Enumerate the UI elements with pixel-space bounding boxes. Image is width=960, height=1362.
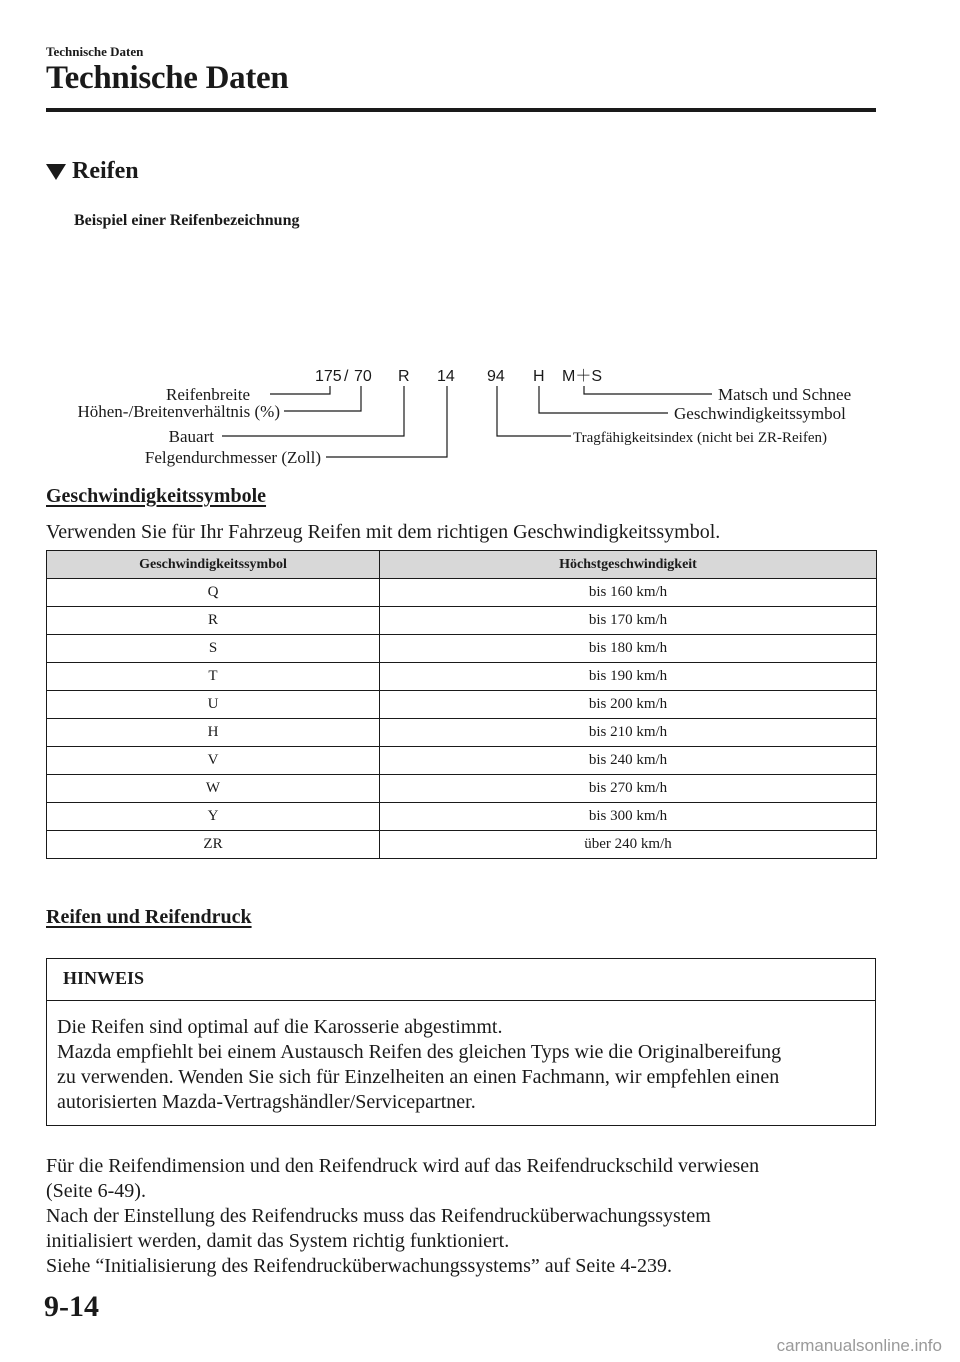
page-title: Technische Daten [46, 60, 289, 96]
cell-max-speed: bis 210 km/h [380, 719, 877, 747]
leader-ms [584, 386, 712, 394]
note-line: Mazda empfiehlt bei einem Austausch Reifen des gleichen Typs wie die Originalbereifung [57, 1041, 782, 1063]
code-speed: H [533, 368, 545, 385]
speed-symbol-table [46, 550, 877, 859]
label-verhaeltnis: Höhen-/Breitenverhältnis (%) [77, 402, 280, 421]
cell-max-speed: bis 180 km/h [380, 635, 877, 663]
triangle-down-icon [46, 164, 66, 180]
note-line: zu verwenden. Wenden Sie sich für Einzelheiten an einen Fachmann, wir empfehlen einen [57, 1066, 780, 1088]
page-number: 9-14 [44, 1290, 99, 1323]
leader-rim [326, 386, 447, 457]
leader-width [270, 386, 330, 394]
cell-symbol: ZR [47, 831, 380, 859]
cell-symbol: R [47, 607, 380, 635]
cell-max-speed: bis 240 km/h [380, 747, 877, 775]
table-row [47, 775, 877, 803]
code-construction: R [398, 368, 410, 385]
leader-load [497, 386, 571, 436]
cell-symbol: S [47, 635, 380, 663]
cell-max-speed: bis 200 km/h [380, 691, 877, 719]
column-header-symbol: Geschwindigkeitssymbol [47, 551, 380, 579]
code-slash: / [344, 368, 349, 385]
cell-max-speed: über 240 km/h [380, 831, 877, 859]
leader-speed [539, 386, 668, 413]
heading-geschwindigkeitssymbole: Geschwindigkeitssymbole [46, 485, 267, 507]
cell-symbol: U [47, 691, 380, 719]
column-header-max-speed: Höchstgeschwindigkeit [380, 551, 877, 579]
table-row [47, 663, 877, 691]
watermark-link[interactable]: carmanualsonline.info [776, 1336, 942, 1355]
table-row [47, 831, 877, 859]
cell-max-speed: bis 160 km/h [380, 579, 877, 607]
code-load: 94 [487, 368, 505, 385]
label-tragfaehigkeitsindex: Tragfähigkeitsindex (nicht bei ZR-Reifen) [573, 430, 827, 446]
leader-ratio [284, 386, 361, 411]
cell-symbol: W [47, 775, 380, 803]
cell-symbol: H [47, 719, 380, 747]
cell-max-speed: bis 170 km/h [380, 607, 877, 635]
note-line: autorisierten Mazda-Vertragshändler/Servicepartner. [57, 1091, 476, 1113]
diagram-caption: Beispiel einer Reifenbezeichnung [74, 212, 300, 229]
cell-max-speed: bis 300 km/h [380, 803, 877, 831]
table-header-row [47, 551, 877, 579]
cell-symbol: Y [47, 803, 380, 831]
table-row [47, 747, 877, 775]
section-title: Reifen [72, 158, 139, 184]
note-body [47, 1001, 875, 1115]
code-width: 175 [315, 368, 342, 385]
section-heading-reifen [46, 158, 139, 185]
code-rim: 14 [437, 368, 455, 385]
cell-symbol: T [47, 663, 380, 691]
note-title: HINWEIS [47, 959, 875, 1001]
cell-max-speed: bis 270 km/h [380, 775, 877, 803]
table-row [47, 691, 877, 719]
table-row [47, 607, 877, 635]
pressure-body-text [46, 1154, 759, 1279]
cell-symbol: V [47, 747, 380, 775]
table-row [47, 803, 877, 831]
cell-max-speed: bis 190 km/h [380, 663, 877, 691]
body-line: initialisiert werden, damit das System richtig funktioniert. [46, 1230, 510, 1252]
code-ms: M＋S [562, 368, 603, 385]
label-matsch-schnee: Matsch und Schnee [718, 385, 852, 404]
hinweis-note-box [46, 958, 876, 1126]
note-line: Die Reifen sind optimal auf die Karosserie abgestimmt. [57, 1016, 503, 1038]
title-divider [46, 108, 876, 112]
running-header: Technische Daten [46, 44, 144, 59]
heading-reifen-reifendruck: Reifen und Reifendruck [46, 906, 252, 928]
label-geschwindigkeitssymbol: Geschwindigkeitssymbol [674, 404, 846, 423]
label-felgendurchmesser: Felgendurchmesser (Zoll) [144, 448, 321, 467]
cell-symbol: Q [47, 579, 380, 607]
label-reifenbreite: Reifenbreite [165, 385, 250, 404]
body-line: Für die Reifendimension und den Reifendruck wird auf das Reifendruckschild verwiesen [46, 1155, 760, 1177]
table-row [47, 719, 877, 747]
code-ratio: 70 [354, 368, 372, 385]
table-row [47, 635, 877, 663]
speed-intro: Verwenden Sie für Ihr Fahrzeug Reifen mit dem richtigen Geschwindigkeitssymbol. [46, 521, 721, 543]
table-row [47, 579, 877, 607]
body-line: (Seite 6-49). [46, 1180, 146, 1202]
tire-designation-diagram [0, 350, 960, 475]
body-line: Nach der Einstellung des Reifendrucks muss das Reifendrucküberwachungssystem [46, 1205, 711, 1227]
label-bauart: Bauart [168, 427, 214, 446]
body-line: Siehe “Initialisierung des Reifendrucküberwachungssystems” auf Seite 4-239. [46, 1255, 672, 1277]
